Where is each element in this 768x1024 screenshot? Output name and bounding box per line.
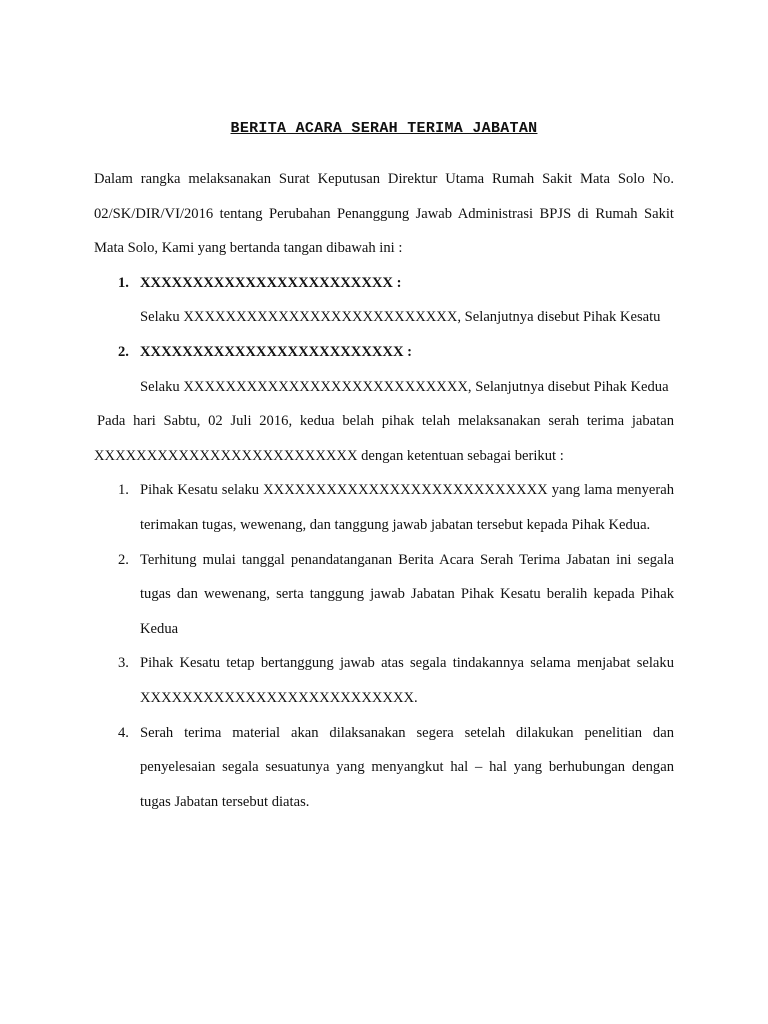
term-text: Serah terima material akan dilaksanakan segera setelah dilakukan penelitian dan penyelesaian segala sesuatunya yang menyangkut hal – hal yang berhubungan dengan tugas Jabatan tersebut diatas.	[140, 724, 674, 810]
party-role: Selaku XXXXXXXXXXXXXXXXXXXXXXXXXX, Selanjutnya disebut Pihak Kesatu	[140, 309, 661, 326]
statement-paragraph: Pada hari Sabtu, 02 Juli 2016, kedua belah pihak telah melaksanakan serah terima jabatan XXXXXXXXXXXXXXXXXXXXXXXXX dengan ketentuan sebagai berikut :	[94, 413, 674, 464]
term-item	[94, 646, 674, 715]
term-text: Pihak Kesatu tetap bertanggung jawab atas segala tindakannya selama menjabat selaku XXXXXXXXXXXXXXXXXXXXXXXXXX.	[140, 655, 674, 706]
term-number: 3.	[118, 655, 129, 672]
term-item	[94, 543, 674, 647]
term-text: Terhitung mulai tanggal penandatanganan Berita Acara Serah Terima Jabatan ini segala tugas dan wewenang, serta tanggung jawab Jabatan Pihak Kesatu beralih kepada Pihak Kedua	[140, 551, 674, 637]
party-name: XXXXXXXXXXXXXXXXXXXXXXXXX :	[140, 343, 412, 360]
term-number: 2.	[118, 551, 129, 568]
party-1	[94, 266, 674, 301]
document-title: BERITA ACARA SERAH TERIMA JABATAN	[230, 120, 538, 137]
term-item	[94, 716, 674, 820]
party-number: 2.	[118, 343, 129, 360]
term-number: 4.	[118, 724, 129, 741]
party-2	[94, 335, 674, 370]
term-text: Pihak Kesatu selaku XXXXXXXXXXXXXXXXXXXXXXXXXXX yang lama menyerah terimakan tugas, wewenang, dan tanggung jawab jabatan tersebut kepada Pihak Kedua.	[140, 482, 674, 533]
party-name: XXXXXXXXXXXXXXXXXXXXXXXX :	[140, 274, 402, 291]
intro-paragraph: Dalam rangka melaksanakan Surat Keputusan Direktur Utama Rumah Sakit Mata Solo No. 02/SK/DIR/VI/2016 tentang Perubahan Penanggung Jawab Administrasi BPJS di Rumah Sakit Mata Solo, Kami yang bertanda tangan dibawah ini :	[94, 171, 674, 257]
term-number: 1.	[118, 482, 129, 499]
document-body	[94, 162, 674, 819]
party-role: Selaku XXXXXXXXXXXXXXXXXXXXXXXXXXX, Selanjutnya disebut Pihak Kedua	[140, 378, 669, 395]
party-number: 1.	[118, 274, 129, 291]
term-item	[94, 473, 674, 542]
